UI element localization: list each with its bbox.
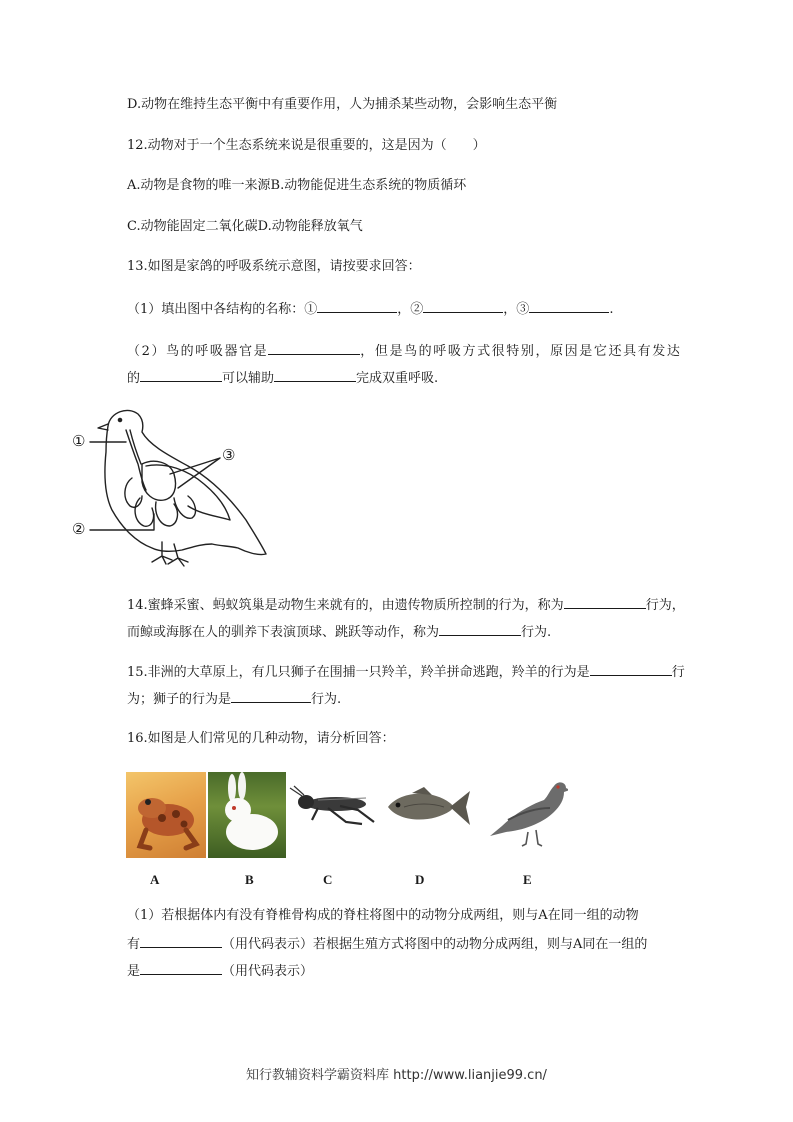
answer-blank[interactable] (268, 341, 360, 355)
animal-label-e: E (523, 872, 532, 887)
q14-text: 行为. (521, 625, 552, 640)
q13-part2-line1 (127, 341, 681, 361)
pigeon-image (486, 774, 568, 852)
footer-watermark: 知行教辅资料学霸资料库 http://www.lianjie99.cn/ (246, 1068, 547, 1083)
answer-blank[interactable] (590, 662, 672, 676)
fish-icon (382, 785, 474, 829)
q16-text: 有 (127, 937, 141, 952)
q13-part1-sep2: ，② (397, 302, 424, 317)
q16-text: 是 (127, 964, 141, 979)
q12-stem: 12.动物对于一个生态系统来说是很重要的，这是因为（ ） (127, 138, 486, 153)
answer-blank[interactable] (274, 368, 356, 382)
q15-text: 为；狮子的行为是 (127, 692, 232, 707)
q16-part1-line3 (127, 961, 313, 981)
q13-part2-line2 (127, 368, 438, 388)
grasshopper-image (288, 784, 380, 828)
q16-text: （用代码表示） (222, 964, 314, 979)
q16-stem: 16.如图是人们常见的几种动物，请分析回答： (127, 731, 395, 746)
animal-label-d: D (415, 872, 425, 887)
q14-text: 14.蜜蜂采蜜、蚂蚁筑巢是动物生来就有的，由遗传物质所控制的行为，称为 (127, 598, 564, 613)
pigeon-respiratory-figure (70, 402, 270, 577)
q12-options-cd: C.动物能固定二氧化碳D.动物能释放氧气 (127, 219, 363, 234)
q14-line2 (127, 622, 551, 642)
pigeon-respiratory-drawing (70, 402, 270, 577)
grasshopper-icon (288, 784, 380, 828)
q13-part1-sep3: ，③ (503, 302, 530, 317)
pigeon-icon (486, 774, 568, 852)
q13-part1-prefix: （1）填出图中各结构的名称：① (127, 302, 318, 317)
answer-blank[interactable] (529, 299, 609, 313)
frog-image (126, 772, 206, 858)
q13-part1 (127, 299, 613, 319)
q11-option-d: D.动物在维持生态平衡中有重要作用，人为捕杀某些动物，会影响生态平衡 (127, 97, 558, 112)
q16-part1-line1: （1）若根据体内有没有脊椎骨构成的脊柱将图中的动物分成两组，则与A在同一组的动物 (127, 908, 639, 923)
animal-label-b: B (245, 872, 254, 887)
q15-text: 15.非洲的大草原上，有几只狮子在围捕一只羚羊，羚羊拼命逃跑，羚羊的行为是 (127, 665, 590, 680)
q14-text: 而鲸或海豚在人的驯养下表演顶球、跳跃等动作，称为 (127, 625, 440, 640)
answer-blank[interactable] (231, 689, 311, 703)
q15-text: 行为. (311, 692, 342, 707)
answer-blank[interactable] (439, 622, 521, 636)
q15-line2 (127, 689, 341, 709)
answer-blank[interactable] (423, 299, 503, 313)
answer-blank[interactable] (564, 595, 646, 609)
answer-blank[interactable] (140, 368, 222, 382)
q16-text: （用代码表示）若根据生殖方式将图中的动物分成两组，则与A同在一组的 (222, 937, 648, 952)
answer-blank[interactable] (140, 934, 222, 948)
carp-image (382, 785, 474, 829)
q13-part2-text: （2）鸟的呼吸器官是 (127, 344, 269, 359)
q16-part1-line2 (127, 934, 647, 954)
q14-text: 行为， (645, 598, 685, 613)
rabbit-image (208, 772, 286, 858)
q15-line1 (127, 662, 685, 682)
q13-part2-text: 的 (127, 371, 141, 386)
rabbit-icon (208, 772, 286, 858)
answer-blank[interactable] (317, 299, 397, 313)
animal-label-a: A (150, 872, 160, 887)
q12-options-ab: A.动物是食物的唯一来源B.动物能促进生态系统的物质循环 (127, 178, 467, 193)
q13-stem: 13.如图是家鸽的呼吸系统示意图，请按要求回答： (127, 259, 421, 274)
q13-part2-text: 完成双重呼吸. (356, 371, 439, 386)
answer-blank[interactable] (140, 961, 222, 975)
q13-part1-end: . (609, 302, 614, 317)
label-circled-2: ② (72, 520, 86, 538)
q15-text: 行 (671, 665, 685, 680)
frog-icon (126, 772, 206, 858)
label-circled-1: ① (72, 432, 86, 450)
label-circled-3: ③ (222, 446, 236, 464)
q14-line1 (127, 595, 685, 615)
animal-label-c: C (323, 872, 333, 887)
q13-part2-text: ，但是鸟的呼吸方式很特别，原因是它还具有发达 (360, 344, 682, 359)
q13-part2-text: 可以辅助 (222, 371, 275, 386)
